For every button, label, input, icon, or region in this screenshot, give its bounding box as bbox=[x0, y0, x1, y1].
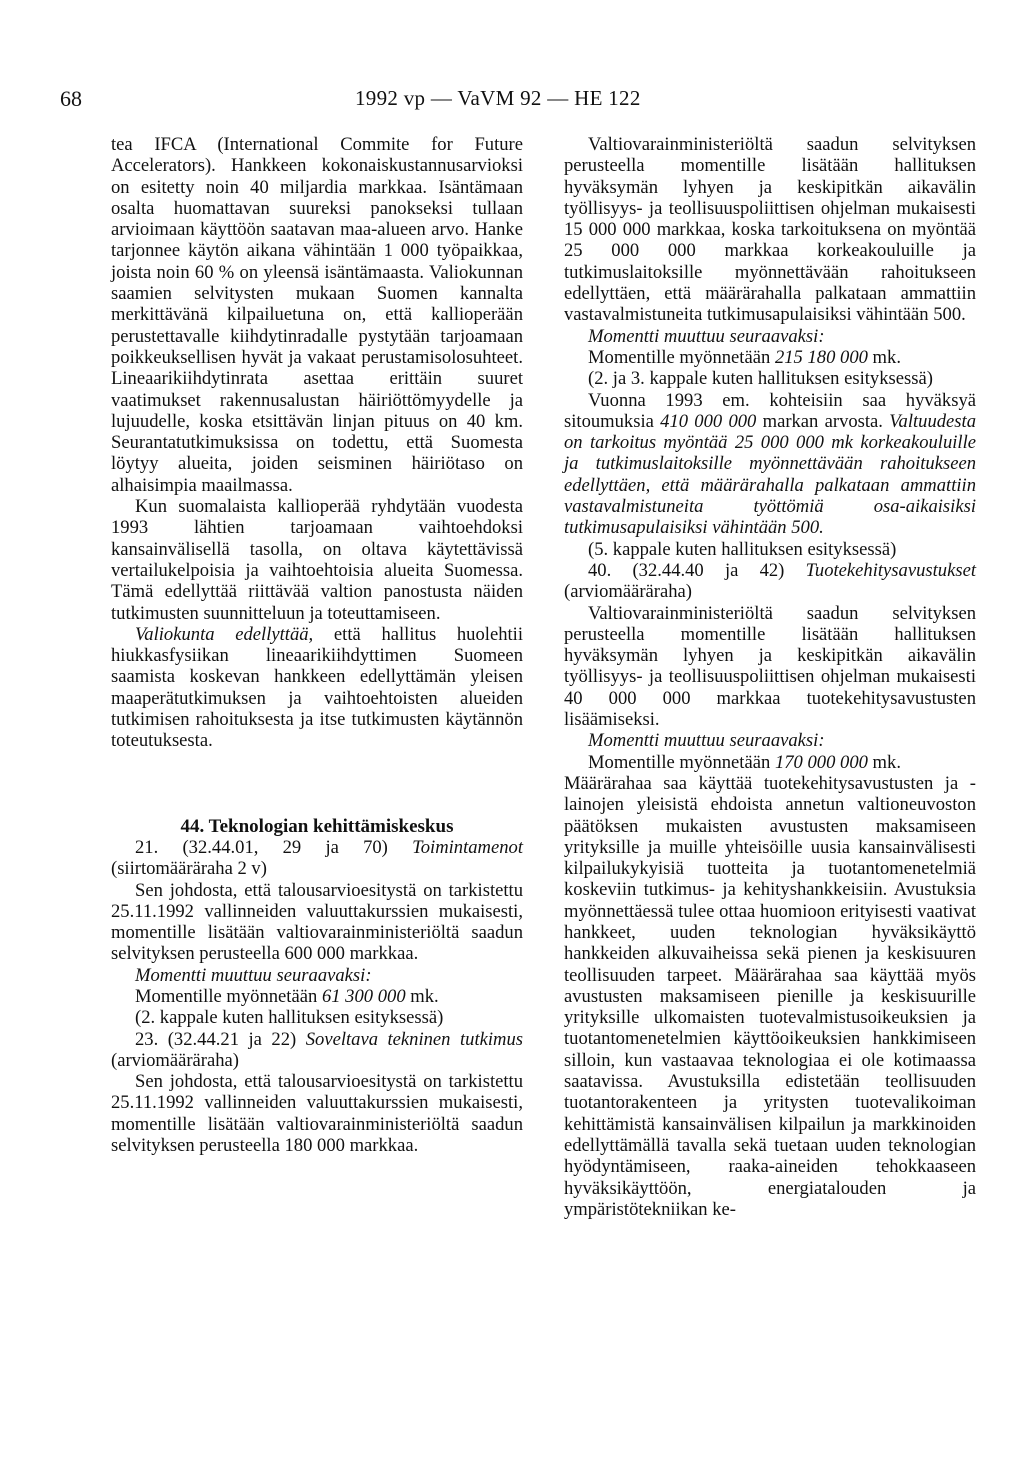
item-40-number: 40. (32.44.40 ja 42) bbox=[588, 559, 806, 581]
paragraph-ministry-funding: Valtiovarainministeriöltä saadun selvityksen perusteella momentille lisätään hallituksen hyväksymän lyhyen ja keskipitkän aikavälin työllisyys- ja teollisuuspoliittisen ohjelman mukaisesti 15 000 000 markkaa, koska tarkoituksena on myöntää 25 000 000 markkaa korkeakouluille ja tutkimuslaitoksille myönnettävään rahoitukseen edellyttäen, että määrärahalla palkataan ammattiin vastavalmistuneita tutkimusapulaisiksi vähintään 500. bbox=[564, 134, 976, 326]
commitments-italic: Valtuudesta on tarkoitus myöntää 25 000 000 mk korkeakouluille ja tutkimuslaitoksille myönnettävään rahoitukseen edellyttäen, että määrärahalla palkataan ammattiin vastavalmistuneita työttömiä osa-aikaisiksi tutkimusapulaisiksi vähintään 500. bbox=[564, 410, 977, 539]
item-21-type: (siirtomääräraha 2 v) bbox=[111, 858, 267, 880]
item-21-change bbox=[111, 986, 523, 1007]
commitments-text-2: markan arvosta. bbox=[756, 410, 890, 432]
page-number: 68 bbox=[60, 86, 82, 111]
change-1-amount: 215 180 000 bbox=[774, 346, 868, 368]
paragraph-bedrock: Kun suomalaista kallioperää ryhdytään vuodesta 1993 lähtien tarjoamaan vaihtoehdoksi kansainvälisellä tasolla, on oltava käytettävissä vertailukelpoisia ja vaihtoehtoisia alueita Suomessa. Tämä edellyttää riittävää valtion panostusta näiden tutkimusten suunnitteluun ja toteuttamiseen. bbox=[111, 496, 523, 624]
section-heading: 44. Teknologian kehittämiskeskus bbox=[180, 815, 454, 837]
change-label-1-text: Momentti muuttuu seuraavaksi: bbox=[588, 325, 825, 347]
change-label-2-text: Momentti muuttuu seuraavaksi: bbox=[588, 730, 825, 752]
change-2 bbox=[564, 752, 976, 773]
item-21-name: Toimintamenot bbox=[412, 836, 523, 858]
change-label-1 bbox=[564, 326, 976, 347]
paragraph-commitments bbox=[564, 390, 976, 539]
change-1 bbox=[564, 347, 976, 368]
change-label-2 bbox=[564, 730, 976, 751]
item-23-number: 23. (32.44.21 ja 22) bbox=[135, 1028, 306, 1050]
section-spacer bbox=[111, 752, 523, 816]
item-21-change-suffix: mk. bbox=[405, 985, 439, 1007]
item-23-title bbox=[111, 1029, 523, 1072]
change-1-suffix: mk. bbox=[867, 346, 901, 368]
item-21-title bbox=[111, 837, 523, 880]
left-column bbox=[111, 134, 523, 1156]
item-40-body: Valtiovarainministeriöltä saadun selvityksen perusteella momentille lisätään hallituksen hyväksymän lyhyen ja keskipitkän aikavälin työllisyys- ja teollisuuspoliittisen ohjelman mukaisesti 40 000 000 markkaa tuotekehitysavustusten lisäämiseksi. bbox=[564, 602, 976, 731]
right-column bbox=[564, 134, 976, 1220]
change-2-amount: 170 000 000 bbox=[774, 751, 868, 773]
change-2-suffix: mk. bbox=[867, 751, 901, 773]
item-21-body: Sen johdosta, että talousarvioesitystä on tarkistettu 25.11.1992 vallinneiden valuuttakurssien mukaisesti, momentille lisätään valtiovarainministeriöltä saadun selvityksen perusteella 600 000 markkaa. bbox=[111, 879, 523, 965]
item-23-type: (arviomääräraha) bbox=[111, 1049, 239, 1071]
note-1: (2. ja 3. kappale kuten hallituksen esityksessä) bbox=[588, 368, 933, 390]
item-21-change-label bbox=[111, 965, 523, 986]
change-2-prefix: Momentille myönnetään bbox=[588, 751, 775, 773]
paragraph-usage: Määrärahaa saa käyttää tuotekehitysavustusten ja -lainojen yleisistä ehdoista annetun valtioneuvoston päätöksen mukaisten avustusten maksamiseen yrityksille ja muille yhteisöille uusia kansainvälisesti kilpailukykyisiä tuotteita ja tuotantomenetelmiä koskeviin tutkimus- ja kehityshankkeisiin. Avustuksia myönnettäessä tulee ottaa huomioon erityisesti vaativat hankkeet, uuden teknologian hyväksikäyttö hankkeiden alkuvaiheissa sekä pienen ja keskisuuren teollisuuden tarpeet. Määrärahaa saa käyttää myös avustusten maksamiseen pienille ja keskisuurille yrityksille ulkomaisten tuotevalmistusoikeuksien ja tuotantomenetelmien käyttöoikeuksien hankkimiseen silloin, kun vastaavaa teknologiaa ei ole kotimaassa saatavissa. Avustuksilla edistetään teollisuuden tuotantorakenteen ja yritysten tuotevalikoiman kehittämistä kansainvälisen kilpailun ja markkinoiden edellyttämällä tavalla sekä tuetaan uuden teknologian hyödyntämiseen, raaka-aineiden tehokkaaseen hyväksikäyttöön, energiatalouden ja ympäristötekniikan ke- bbox=[564, 772, 976, 1220]
item-40-name: Tuotekehitysavustukset bbox=[805, 559, 976, 581]
item-21-change-prefix: Momentille myönnetään bbox=[135, 985, 322, 1007]
item-23-body: Sen johdosta, että talousarvioesitystä on tarkistettu 25.11.1992 vallinneiden valuuttakurssien mukaisesti, momentille lisätään valtiovarainministeriöltä saadun selvityksen perusteella 180 000 markkaa. bbox=[111, 1071, 523, 1157]
commitments-text: Vuonna 1993 em. kohteisiin saa hyväksyä sitoumuksia bbox=[564, 389, 976, 432]
committee-emphasis: Valiokunta edellyttää, bbox=[135, 623, 314, 645]
paragraph-ifca: tea IFCA (International Commite for Future Accelerators). Hankkeen kokonaiskustannusarvioksi on esitetty noin 40 miljardia markkaa. Isäntämaan osalta huomattavan suureksi panokseksi tullaan arvioimaan käyttöön saatavan maa-alueen arvo. Hanke tarjonnee käytön aikana vähintään 1 000 työpaikkaa, joista noin 60 % on yleensä isäntämaasta. Valiokunnan saamien selvitysten mukaan Suomen kannalta merkittävänä kilpailuetuna on, että kallioperään perustettavalle kiihdytinradalle pystytään tarjoamaan poikkeuksellisen hyvät ja vakaat perustamisolosuhteet. Lineaarikiihdytinrata asettaa erittäin suuret vaatimukset rakennusalustan häiriöttömyydelle ja lujuudelle, koska etsittävän linjan pituus on 40 km. Seurantatutkimuksissa on todettu, että Suomesta löytyy alueita, joiden seisminen häiriötaso on alhaisimpia maailmassa. bbox=[111, 134, 523, 496]
paragraph-committee-requirement bbox=[111, 624, 523, 752]
note-2: (5. kappale kuten hallituksen esityksessä) bbox=[588, 538, 897, 560]
commitments-amount: 410 000 000 bbox=[660, 410, 757, 432]
item-21-note: (2. kappale kuten hallituksen esityksessä) bbox=[135, 1007, 444, 1029]
committee-text: että hallitus huolehtii hiukkasfysiikan lineaarikiihdyttimen Suomeen saamista koskevan hankkeen edellyttämän yleisen maaperätutkimuksen ja vaihtoehtoisten alueiden tutkimisen rahoituksesta ja itse tutkimusten käytännön toteutuksesta. bbox=[111, 623, 523, 752]
running-head: 1992 vp — VaVM 92 — HE 122 bbox=[355, 86, 641, 110]
item-23-name: Soveltava tekninen tutkimus bbox=[305, 1028, 523, 1050]
item-21-change-label-text: Momentti muuttuu seuraavaksi: bbox=[135, 964, 372, 986]
item-40-title bbox=[564, 560, 976, 603]
item-21-change-amount: 61 300 000 bbox=[321, 985, 406, 1007]
change-1-prefix: Momentille myönnetään bbox=[588, 346, 775, 368]
item-40-type: (arviomääräraha) bbox=[564, 581, 692, 603]
item-21-number: 21. (32.44.01, 29 ja 70) bbox=[135, 836, 413, 858]
